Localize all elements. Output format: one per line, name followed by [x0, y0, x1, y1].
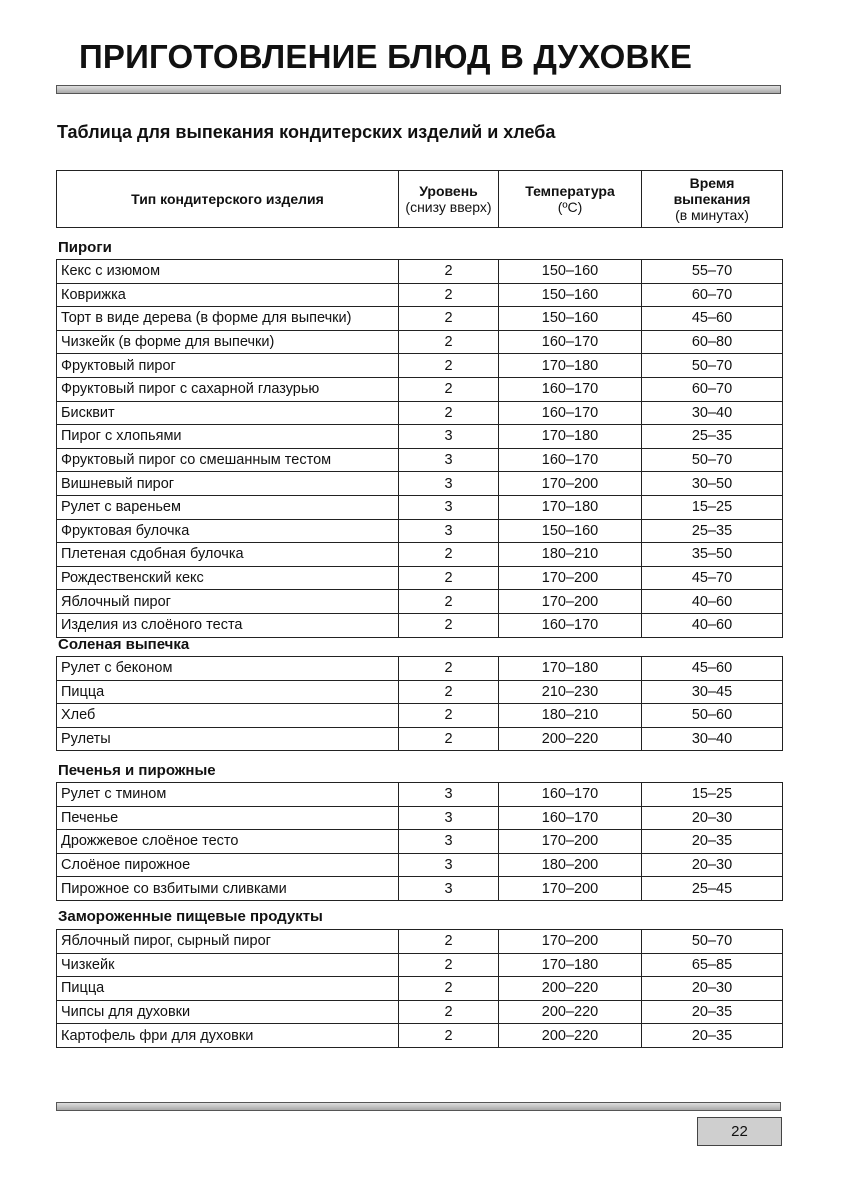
- baking-time-cell: 35–50: [642, 543, 783, 567]
- level-cell: 3: [399, 495, 499, 519]
- temperature-cell: 200–220: [499, 1024, 642, 1048]
- temperature-cell: 170–180: [499, 495, 642, 519]
- table-row: [57, 783, 783, 807]
- table-row: [57, 704, 783, 728]
- baking-time-cell: 20–35: [642, 830, 783, 854]
- item-name-cell: Пицца: [57, 680, 399, 704]
- level-cell: 3: [399, 853, 499, 877]
- item-name-cell: Бисквит: [57, 401, 399, 425]
- baking-time-cell: 45–70: [642, 566, 783, 590]
- item-name-cell: Фруктовый пирог с сахарной глазурью: [57, 377, 399, 401]
- level-cell: 3: [399, 783, 499, 807]
- level-cell: 3: [399, 448, 499, 472]
- table-row: [57, 425, 783, 449]
- baking-time-cell: 25–35: [642, 519, 783, 543]
- header-temp: [499, 171, 642, 228]
- table-row: [57, 377, 783, 401]
- baking-time-cell: 30–40: [642, 727, 783, 751]
- temperature-cell: 170–200: [499, 590, 642, 614]
- category-title: Замороженные пищевые продукты: [58, 908, 323, 925]
- level-cell: 2: [399, 260, 499, 284]
- temperature-cell: 170–180: [499, 953, 642, 977]
- item-name-cell: Рулет с тмином: [57, 783, 399, 807]
- level-cell: 2: [399, 680, 499, 704]
- temperature-cell: 160–170: [499, 377, 642, 401]
- temperature-cell: 160–170: [499, 448, 642, 472]
- baking-time-cell: 20–30: [642, 853, 783, 877]
- table-row: [57, 448, 783, 472]
- category-title: Пироги: [58, 239, 112, 256]
- level-cell: 2: [399, 977, 499, 1001]
- baking-time-cell: 15–25: [642, 495, 783, 519]
- baking-time-cell: 20–35: [642, 1024, 783, 1048]
- item-name-cell: Рождественский кекс: [57, 566, 399, 590]
- baking-time-cell: 30–45: [642, 680, 783, 704]
- table-row: [57, 877, 783, 901]
- temperature-cell: 200–220: [499, 1000, 642, 1024]
- table-row: [57, 283, 783, 307]
- table-row: [57, 330, 783, 354]
- level-cell: 3: [399, 519, 499, 543]
- level-cell: 2: [399, 704, 499, 728]
- top-divider-bar: [56, 85, 781, 94]
- item-name-cell: Печенье: [57, 806, 399, 830]
- item-name-cell: Фруктовый пирог со смешанным тестом: [57, 448, 399, 472]
- header-type: [57, 171, 399, 228]
- item-name-cell: Пирожное со взбитыми сливками: [57, 877, 399, 901]
- section-title: Таблица для выпекания кондитерских изделий и хлеба: [57, 122, 556, 142]
- page-title: ПРИГОТОВЛЕНИЕ БЛЮД В ДУХОВКЕ: [79, 38, 693, 75]
- baking-time-cell: 40–60: [642, 590, 783, 614]
- table-row: [57, 806, 783, 830]
- baking-time-cell: 60–80: [642, 330, 783, 354]
- header-level-sub: (снизу вверх): [405, 199, 492, 215]
- temperature-cell: 150–160: [499, 307, 642, 331]
- item-name-cell: Рулеты: [57, 727, 399, 751]
- level-cell: 2: [399, 401, 499, 425]
- header-type-label: Тип кондитерского изделия: [131, 191, 324, 207]
- header-level-label: Уровень: [419, 183, 478, 199]
- level-cell: 3: [399, 425, 499, 449]
- level-cell: 2: [399, 543, 499, 567]
- table-row: [57, 657, 783, 681]
- temperature-cell: 180–210: [499, 704, 642, 728]
- temperature-cell: 200–220: [499, 977, 642, 1001]
- level-cell: 2: [399, 590, 499, 614]
- temperature-cell: 160–170: [499, 613, 642, 637]
- item-name-cell: Чизкейк: [57, 953, 399, 977]
- table-row: [57, 930, 783, 954]
- temperature-cell: 170–200: [499, 472, 642, 496]
- item-name-cell: Вишневый пирог: [57, 472, 399, 496]
- table-row: [57, 566, 783, 590]
- header-level: [399, 171, 499, 228]
- baking-time-cell: 65–85: [642, 953, 783, 977]
- table-row: [57, 830, 783, 854]
- temperature-cell: 150–160: [499, 260, 642, 284]
- table-row: [57, 260, 783, 284]
- baking-time-cell: 55–70: [642, 260, 783, 284]
- temperature-cell: 200–220: [499, 727, 642, 751]
- level-cell: 2: [399, 727, 499, 751]
- temperature-cell: 180–200: [499, 853, 642, 877]
- baking-time-cell: 25–45: [642, 877, 783, 901]
- baking-time-cell: 30–40: [642, 401, 783, 425]
- item-name-cell: Кекс с изюмом: [57, 260, 399, 284]
- level-cell: 2: [399, 930, 499, 954]
- table-row: [57, 1000, 783, 1024]
- level-cell: 3: [399, 806, 499, 830]
- item-name-cell: Пицца: [57, 977, 399, 1001]
- baking-time-cell: 20–35: [642, 1000, 783, 1024]
- level-cell: 2: [399, 566, 499, 590]
- table-row: [57, 401, 783, 425]
- category-table: [56, 259, 783, 638]
- header-time-sub: (в минутах): [675, 207, 749, 223]
- baking-time-cell: 60–70: [642, 377, 783, 401]
- table-row: [57, 495, 783, 519]
- item-name-cell: Яблочный пирог, сырный пирог: [57, 930, 399, 954]
- item-name-cell: Изделия из слоёного теста: [57, 613, 399, 637]
- category-title: Соленая выпечка: [58, 636, 190, 653]
- header-time: [642, 171, 783, 228]
- item-name-cell: Коврижка: [57, 283, 399, 307]
- baking-time-cell: 60–70: [642, 283, 783, 307]
- table-row: [57, 307, 783, 331]
- item-name-cell: Фруктовая булочка: [57, 519, 399, 543]
- table-row: [57, 977, 783, 1001]
- table-row: [57, 1024, 783, 1048]
- level-cell: 2: [399, 1000, 499, 1024]
- temperature-cell: 170–200: [499, 566, 642, 590]
- level-cell: 3: [399, 830, 499, 854]
- temperature-cell: 170–180: [499, 354, 642, 378]
- temperature-cell: 170–180: [499, 425, 642, 449]
- temperature-cell: 210–230: [499, 680, 642, 704]
- level-cell: 3: [399, 877, 499, 901]
- item-name-cell: Чипсы для духовки: [57, 1000, 399, 1024]
- item-name-cell: Дрожжевое слоёное тесто: [57, 830, 399, 854]
- temperature-cell: 160–170: [499, 806, 642, 830]
- table-row: [57, 472, 783, 496]
- table-row: [57, 590, 783, 614]
- baking-time-cell: 50–70: [642, 354, 783, 378]
- level-cell: 2: [399, 613, 499, 637]
- bottom-divider-bar: [56, 1102, 781, 1111]
- item-name-cell: Фруктовый пирог: [57, 354, 399, 378]
- header-time-label-2: выпекания: [673, 191, 751, 207]
- level-cell: 2: [399, 377, 499, 401]
- temperature-cell: 170–180: [499, 657, 642, 681]
- table-row: [57, 953, 783, 977]
- item-name-cell: Картофель фри для духовки: [57, 1024, 399, 1048]
- header-temp-sub: (ºC): [557, 199, 583, 215]
- table-row: [57, 727, 783, 751]
- table-row: [57, 680, 783, 704]
- baking-time-cell: 30–50: [642, 472, 783, 496]
- temperature-cell: 170–200: [499, 877, 642, 901]
- baking-time-cell: 45–60: [642, 307, 783, 331]
- baking-time-cell: 50–70: [642, 448, 783, 472]
- temperature-cell: 170–200: [499, 930, 642, 954]
- header-time-label-1: Время: [689, 175, 735, 191]
- item-name-cell: Чизкейк (в форме для выпечки): [57, 330, 399, 354]
- baking-time-cell: 50–70: [642, 930, 783, 954]
- header-temp-label: Температура: [525, 183, 615, 199]
- baking-time-cell: 45–60: [642, 657, 783, 681]
- item-name-cell: Яблочный пирог: [57, 590, 399, 614]
- level-cell: 2: [399, 1024, 499, 1048]
- category-table: [56, 782, 783, 901]
- item-name-cell: Рулет с беконом: [57, 657, 399, 681]
- level-cell: 2: [399, 354, 499, 378]
- level-cell: 2: [399, 307, 499, 331]
- temperature-cell: 150–160: [499, 283, 642, 307]
- category-table: [56, 929, 783, 1048]
- level-cell: 3: [399, 472, 499, 496]
- temperature-cell: 160–170: [499, 330, 642, 354]
- category-table: [56, 656, 783, 751]
- temperature-cell: 160–170: [499, 401, 642, 425]
- table-row: [57, 519, 783, 543]
- baking-time-cell: 20–30: [642, 977, 783, 1001]
- temperature-cell: 170–200: [499, 830, 642, 854]
- level-cell: 2: [399, 953, 499, 977]
- item-name-cell: Пирог с хлопьями: [57, 425, 399, 449]
- table-header: [56, 170, 783, 228]
- page-number: 22: [697, 1117, 782, 1146]
- table-row: [57, 613, 783, 637]
- item-name-cell: Слоёное пирожное: [57, 853, 399, 877]
- item-name-cell: Торт в виде дерева (в форме для выпечки): [57, 307, 399, 331]
- temperature-cell: 150–160: [499, 519, 642, 543]
- baking-time-cell: 40–60: [642, 613, 783, 637]
- category-title: Печенья и пирожные: [58, 762, 216, 779]
- item-name-cell: Рулет с вареньем: [57, 495, 399, 519]
- item-name-cell: Хлеб: [57, 704, 399, 728]
- temperature-cell: 160–170: [499, 783, 642, 807]
- baking-time-cell: 15–25: [642, 783, 783, 807]
- item-name-cell: Плетеная сдобная булочка: [57, 543, 399, 567]
- table-row: [57, 853, 783, 877]
- baking-time-cell: 25–35: [642, 425, 783, 449]
- baking-time-cell: 50–60: [642, 704, 783, 728]
- level-cell: 2: [399, 330, 499, 354]
- level-cell: 2: [399, 283, 499, 307]
- level-cell: 2: [399, 657, 499, 681]
- table-row: [57, 543, 783, 567]
- baking-time-cell: 20–30: [642, 806, 783, 830]
- temperature-cell: 180–210: [499, 543, 642, 567]
- table-row: [57, 354, 783, 378]
